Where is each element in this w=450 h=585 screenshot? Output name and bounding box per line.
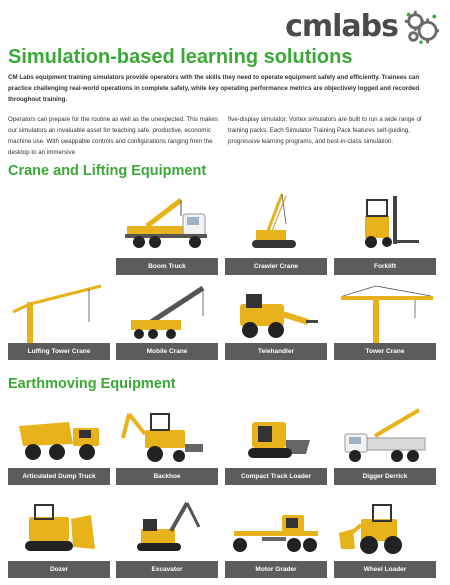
- wheel-loader-icon: [334, 497, 436, 565]
- motor-grader-icon: [225, 497, 327, 565]
- luffing-tower-crane-icon: [8, 282, 110, 350]
- crawler-crane-icon: [225, 190, 327, 258]
- card-label: Crawler Crane: [225, 258, 327, 275]
- dozer-icon: [8, 497, 110, 565]
- card-label: Tower Crane: [334, 343, 436, 360]
- gears-icon: [402, 8, 440, 46]
- card-label: Mobile Crane: [116, 343, 218, 360]
- card-telehandler[interactable]: [225, 282, 327, 355]
- body-right-column: five-display simulator, Vortex simulators are built to run a wide range of training packs. Each Simulator Training Pack features self-guiding, progressive learning programs, and best-in-class simulation.: [228, 116, 422, 145]
- card-label: Articulated Dump Truck: [8, 468, 110, 485]
- digger-derrick-icon: [334, 404, 436, 472]
- compact-track-loader-icon: [225, 404, 327, 472]
- tower-crane-icon: [334, 282, 436, 350]
- card-articulated-dump-truck[interactable]: [8, 404, 110, 480]
- card-dozer[interactable]: [8, 497, 110, 573]
- earthmoving-section-heading: Earthmoving Equipment: [8, 376, 176, 392]
- cmlabs-logo: [285, 8, 440, 46]
- card-label: Excavator: [116, 561, 218, 578]
- page-title: Simulation-based learning solutions: [8, 46, 353, 68]
- card-digger-derrick[interactable]: [334, 404, 436, 480]
- body-columns: [8, 114, 440, 158]
- card-label: Wheel Loader: [334, 561, 436, 578]
- card-wheel-loader[interactable]: [334, 497, 436, 573]
- card-label: Boom Truck: [116, 258, 218, 275]
- telehandler-icon: [225, 282, 327, 350]
- card-forklift[interactable]: [334, 190, 436, 270]
- card-tower-crane[interactable]: [334, 282, 436, 355]
- card-label: Motor Grader: [225, 561, 327, 578]
- card-label: Digger Derrick: [334, 468, 436, 485]
- card-label: Telehandler: [225, 343, 327, 360]
- card-label: Compact Track Loader: [225, 468, 327, 485]
- intro-paragraph: CM Labs equipment training simulators provide operators with the skills they need to operate equipment safely and efficiently. Trainees can practice challenging real-world operations in complete safety, while key operating performance metrics are objectively logged and recorded throughout training.: [8, 74, 420, 103]
- card-boom-truck[interactable]: [116, 190, 218, 270]
- mobile-crane-icon: [116, 282, 218, 350]
- card-label: Backhoe: [116, 468, 218, 485]
- card-backhoe[interactable]: [116, 404, 218, 480]
- card-label: Forklift: [334, 258, 436, 275]
- card-label: Luffing Tower Crane: [8, 343, 110, 360]
- backhoe-icon: [116, 404, 218, 472]
- card-compact-track-loader[interactable]: [225, 404, 327, 480]
- boom-truck-icon: [116, 190, 218, 258]
- crane-section-heading: Crane and Lifting Equipment: [8, 163, 207, 179]
- body-left-column: Operators can prepare for the routine as well as the unexpected. This makes our simulators an invaluable asset for teaching safe, productive, economic machine use. With swappable controls and configurations ranging from the desktop to an immersive: [8, 116, 219, 156]
- forklift-icon: [334, 190, 436, 258]
- logo-wordmark: cmlabs: [285, 9, 398, 44]
- articulated-dump-truck-icon: [8, 404, 110, 472]
- card-crawler-crane[interactable]: [225, 190, 327, 270]
- card-excavator[interactable]: [116, 497, 218, 573]
- card-luffing-tower-crane[interactable]: [8, 282, 110, 355]
- card-motor-grader[interactable]: [225, 497, 327, 573]
- excavator-icon: [116, 497, 218, 565]
- card-mobile-crane[interactable]: [116, 282, 218, 355]
- card-label: Dozer: [8, 561, 110, 578]
